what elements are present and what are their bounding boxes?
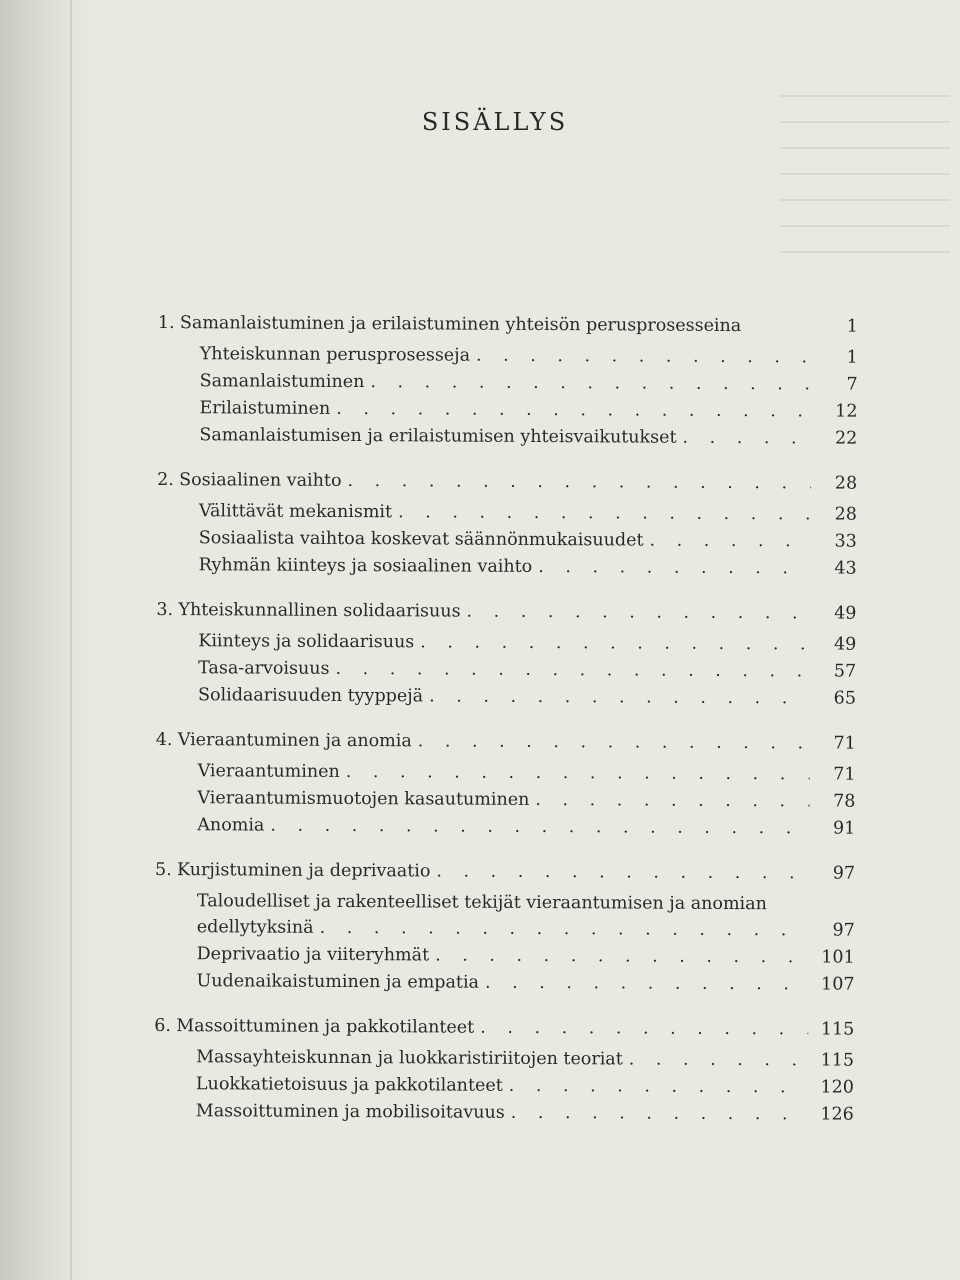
section-entry — [157, 398, 857, 429]
section-entry — [156, 631, 856, 662]
chapter-title: Kurjistuminen ja deprivaatio — [177, 860, 431, 882]
section-title: Erilaistuminen — [199, 398, 331, 419]
page-number: 7 — [846, 374, 858, 395]
chapter-title: Sosiaalinen vaihto — [179, 470, 342, 491]
page-number: 126 — [820, 1104, 854, 1125]
section-title: Deprivaatio ja viiteryhmät — [196, 944, 430, 966]
page-number: 49 — [834, 603, 857, 624]
page-number: 12 — [835, 401, 858, 422]
section-entry — [156, 761, 856, 792]
chapter-heading — [155, 860, 855, 891]
section-entry — [154, 1047, 854, 1078]
dot-leader — [476, 346, 812, 368]
section-entry — [158, 344, 858, 375]
page-number: 65 — [833, 688, 857, 709]
page-number: 28 — [834, 504, 858, 525]
page-number: 71 — [833, 764, 856, 785]
chapter-title: Massoittuminen ja pakkotilanteet — [176, 1016, 475, 1038]
page-number: 115 — [820, 1019, 855, 1040]
page-number: 107 — [821, 974, 855, 995]
section-entry — [157, 501, 857, 532]
page-edge — [70, 0, 72, 1280]
section-title: Samanlaistuminen — [199, 371, 365, 393]
chapter-4 — [155, 730, 856, 846]
dot-leader — [398, 502, 811, 524]
section-entry — [157, 528, 857, 559]
chapter-heading — [154, 1016, 854, 1047]
page-number: 49 — [833, 634, 857, 655]
page-number: 101 — [821, 947, 855, 968]
chapter-title: Vieraantuminen ja anomia — [177, 730, 412, 752]
dot-leader — [336, 399, 811, 421]
chapter-5 — [154, 860, 855, 1002]
chapter-number: 3. — [156, 599, 174, 621]
page-number: 71 — [833, 733, 856, 754]
chapter-number: 4. — [155, 729, 173, 751]
dot-leader — [511, 1103, 808, 1125]
page-number: 120 — [820, 1077, 855, 1098]
section-entry — [158, 371, 858, 402]
dot-leader — [370, 372, 811, 394]
section-title: Välittävät mekanismit — [198, 501, 393, 523]
chapter-heading — [158, 313, 858, 344]
section-entry-multiline — [155, 891, 855, 948]
dot-leader — [435, 945, 809, 967]
section-entry — [155, 788, 855, 819]
dot-leader — [538, 557, 811, 578]
dot-leader — [535, 790, 809, 811]
chapter-heading — [156, 600, 856, 631]
section-title: Ryhmän kiinteys ja sosiaalinen vaihto — [198, 555, 533, 577]
section-title-line-2: edellytyksinä — [196, 917, 314, 938]
page-number: 78 — [833, 791, 856, 812]
dot-leader — [683, 428, 812, 449]
chapter-heading — [156, 730, 856, 761]
book-gutter-shadow — [0, 0, 90, 1280]
page-number: 1 — [846, 347, 858, 368]
section-title: Tasa-arvoisuus — [198, 658, 330, 679]
section-title: Solidaarisuuden tyyppejä — [197, 685, 424, 707]
page-number: 97 — [832, 863, 856, 884]
section-entry — [154, 971, 854, 1002]
section-title: Anomia — [197, 815, 265, 836]
chapter-number: 1. — [157, 313, 175, 334]
page-number: 1 — [846, 316, 858, 337]
section-title: Massayhteiskunnan ja luokkaristiriitojen teoriat — [196, 1047, 623, 1070]
section-title: Luokkatietoisuus ja pakkotilanteet — [195, 1074, 503, 1096]
dot-leader — [467, 602, 811, 624]
page-number: 33 — [834, 531, 857, 552]
section-entry — [156, 685, 856, 716]
section-entry — [154, 1074, 854, 1105]
page-title: SISÄLLYS — [421, 108, 569, 137]
dot-leader — [436, 861, 809, 883]
chapter-1 — [157, 313, 858, 456]
dot-leader — [347, 471, 811, 493]
dot-leader — [320, 918, 809, 941]
dot-leader — [418, 731, 810, 753]
dot-leader — [429, 686, 810, 708]
chapter-title: Samanlaistuminen ja erilaistuminen yhteisön perusprosesseina — [179, 313, 742, 337]
section-title: Uudenaikaistuminen ja empatia — [196, 971, 480, 993]
page-number: 28 — [834, 473, 858, 494]
chapter-number: 6. — [154, 1015, 172, 1037]
dot-leader — [485, 973, 809, 995]
dot-leader — [270, 816, 809, 839]
section-entry — [157, 555, 857, 586]
section-title: Kiinteys ja solidaarisuus — [198, 631, 415, 653]
dot-leader — [480, 1018, 808, 1040]
section-entry — [154, 1101, 854, 1132]
page-number: 97 — [832, 920, 855, 941]
section-entry — [156, 658, 856, 689]
section-entry — [155, 944, 855, 975]
chapter-2 — [157, 470, 858, 586]
section-entry — [155, 815, 855, 846]
dot-leader — [629, 1049, 808, 1070]
dot-leader — [346, 762, 810, 784]
section-title-line-1: Taloudelliset ja rakenteelliset tekijät vieraantumisen ja anomian — [196, 891, 767, 915]
section-title: Vieraantuminen — [197, 761, 340, 782]
chapter-number: 2. — [157, 469, 174, 491]
section-title: Vieraantumismuotojen kasautuminen — [197, 788, 530, 810]
table-of-contents — [154, 313, 858, 1150]
chapter-6 — [154, 1016, 855, 1132]
page-number: 57 — [833, 661, 857, 682]
dot-leader — [509, 1076, 808, 1098]
page-number: 43 — [834, 558, 857, 579]
chapter-heading — [157, 470, 857, 501]
page-number: 22 — [835, 428, 858, 449]
dot-leader — [335, 659, 810, 681]
section-title: Sosiaalista vaihtoa koskevat säännönmukaisuudet — [198, 528, 644, 551]
chapter-title: Yhteiskunnallinen solidaarisuus — [178, 600, 461, 622]
page-number: 115 — [820, 1050, 855, 1071]
section-title: Massoittuminen ja mobilisoitavuus — [195, 1101, 505, 1123]
section-title-line-2-row — [197, 917, 855, 947]
section-entry — [157, 425, 857, 456]
chapter-3 — [156, 600, 857, 716]
chapter-number: 5. — [155, 859, 172, 881]
section-title: Yhteiskunnan perusprosesseja — [199, 344, 471, 366]
page-number: 91 — [832, 818, 856, 839]
dot-leader — [649, 531, 810, 552]
dot-leader — [420, 632, 810, 654]
section-title: Samanlaistumisen ja erilaistumisen yhteisvaikutukset — [199, 425, 677, 448]
